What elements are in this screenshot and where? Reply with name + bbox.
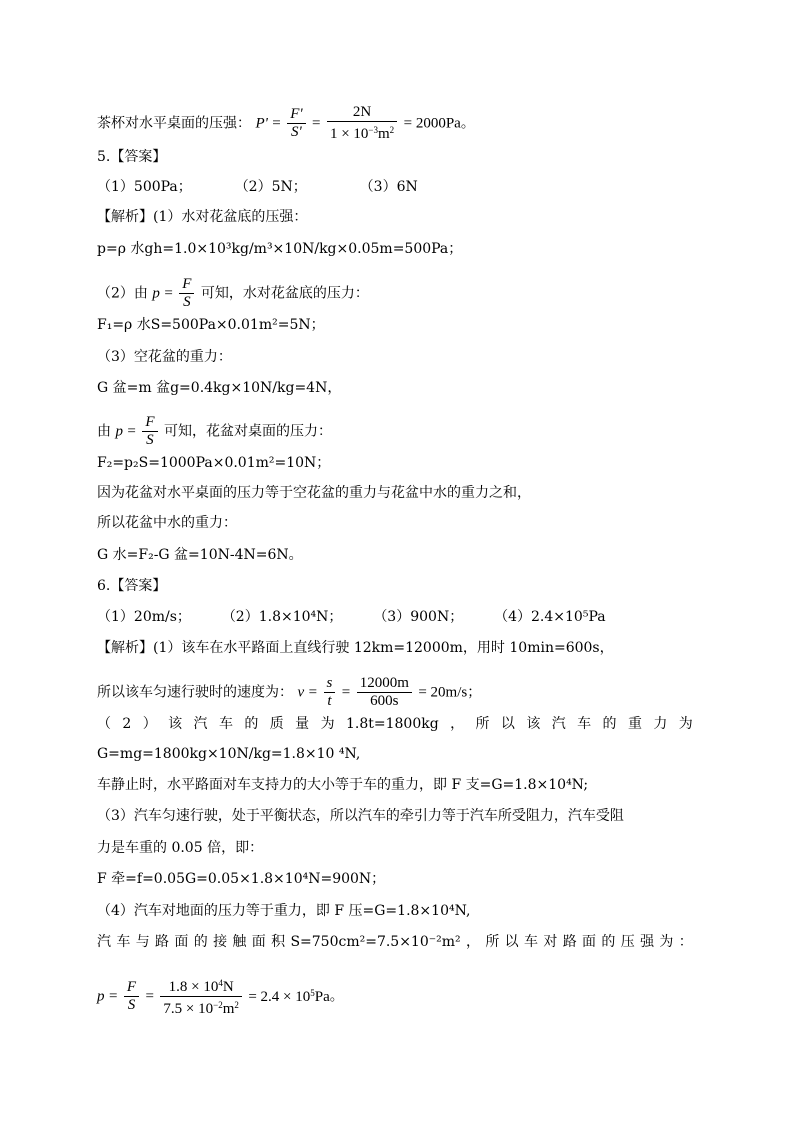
equals-sign: = — [272, 115, 281, 132]
var-p: p — [97, 988, 105, 1005]
q6-mass-line — [97, 714, 693, 734]
area-word: 触 — [232, 934, 247, 950]
equals-sign: = — [145, 988, 154, 1005]
q5-G-water: G 水=F₂-G 盆=10N-4N=6N。 — [97, 547, 303, 563]
var-p: p — [152, 285, 160, 302]
mass-word: 2 — [122, 716, 132, 732]
teacup-end: 。 — [460, 115, 475, 132]
pressure-fraction-symbols — [124, 979, 139, 1014]
q6-speed-prefix: 所以该车匀速行驶时的速度为： — [97, 684, 293, 701]
mass-word: 车 — [577, 716, 592, 732]
area-word: 所 — [485, 934, 500, 950]
q5-step2 — [97, 276, 369, 311]
q5-answers — [97, 177, 418, 197]
mass-word: ， — [450, 716, 465, 732]
mass-word: 为 — [678, 716, 693, 732]
q5-answer-1: （1）500Pa； — [97, 179, 192, 195]
area-word: 的 — [193, 934, 208, 950]
frac-num-F: F — [182, 276, 192, 292]
pressure-fraction-values — [160, 975, 241, 1018]
speed-frac-den: 600s — [357, 692, 412, 710]
mass-word: 以 — [500, 716, 515, 732]
area-word: ， — [465, 934, 480, 950]
mass-word: 重 — [627, 716, 642, 732]
mass-word: 的 — [602, 716, 617, 732]
teacup-frac-den: S' — [287, 123, 305, 141]
teacup-value-den: $1 \times 10^{-3}m^2$ — [327, 121, 397, 143]
equals-sign: = — [308, 684, 318, 701]
q5-step3b-suffix: 可知，花盆对桌面的压力： — [163, 423, 332, 440]
q5-heading: 5.【答案】 — [97, 149, 167, 165]
area-word: 为 — [659, 934, 674, 950]
area-word: 积 — [271, 934, 286, 950]
area-word: 车 — [524, 934, 539, 950]
q6-F-pull: F 牵=f=0.05G=0.05×1.8×10⁴N=900N； — [97, 871, 386, 887]
frac-num-F: F — [145, 414, 155, 430]
q5-step3b-prefix: 由 — [97, 423, 111, 440]
mass-word: （ — [97, 716, 111, 732]
q6-speed-end: ； — [467, 684, 482, 701]
teacup-pressure-line — [97, 104, 475, 143]
speed-frac-num: 12000m — [359, 675, 409, 691]
q5-answer-2: （2）5N； — [234, 179, 307, 195]
q6-speed-line — [97, 675, 481, 710]
q5-G-pot: G 盆=m 盆g=0.4kg×10N/kg=4N， — [97, 380, 342, 396]
area-word: S=750cm²=7.5×10⁻²m² — [290, 934, 461, 950]
var-v: v — [297, 684, 305, 701]
q6-answer-2: （2）1.8×10⁴N； — [221, 609, 343, 625]
area-word: 路 — [562, 934, 577, 950]
q6-answer-1: （1）20m/s； — [97, 609, 191, 625]
q6-analysis: 【解析】(1）该车在水平路面上直线行驶 12km=12000m，用时 10min=600s， — [97, 640, 614, 656]
q6-G: G=mg=1800kg×10N/kg=1.8×10 ⁴N, — [97, 746, 361, 762]
mass-word: 所 — [475, 716, 490, 732]
q5-step2-prefix: （2）由 — [97, 285, 148, 302]
q5-F2: F₂=p₂S=1000Pa×0.01m²=10N； — [97, 455, 331, 471]
area-word: 以 — [504, 934, 519, 950]
area-word: 面 — [582, 934, 597, 950]
frac-den-t: t — [324, 692, 336, 710]
mass-word: 该 — [526, 716, 541, 732]
formula-p-fraction — [179, 276, 194, 311]
area-word: 面 — [251, 934, 266, 950]
area-word: 面 — [174, 934, 189, 950]
frac-den-S: S — [124, 996, 139, 1014]
q5-analysis: 【解析】(1）水对花盆底的压强： — [97, 209, 308, 225]
q6-pressure-result: = $2.4 \times 10^5Pa$ — [248, 987, 330, 1005]
equals-sign: = — [341, 684, 351, 701]
q6-step3b: 力是车重的 0.05 倍，即： — [97, 840, 264, 856]
area-word: 路 — [155, 934, 170, 950]
frac-num-F: F — [126, 979, 137, 995]
formula-p-fraction — [142, 414, 157, 449]
teacup-prefix: 茶杯对水平桌面的压强： — [97, 115, 251, 132]
area-word: 对 — [543, 934, 558, 950]
mass-word: 汽 — [193, 716, 208, 732]
speed-fraction-symbols — [324, 675, 336, 710]
equals-sign: = — [127, 423, 136, 440]
mass-word: 的 — [244, 716, 259, 732]
q6-pressure-line — [97, 975, 344, 1018]
q5-because: 因为花盆对水平桌面的压力等于空花盆的重力与花盆中水的重力之和， — [97, 485, 531, 501]
q5-pressure-formula: p=ρ 水gh=1.0×10³kg/m³×10N/kg×0.05m=500Pa； — [97, 241, 463, 257]
area-word: 接 — [213, 934, 228, 950]
q5-step3: （3）空花盆的重力： — [97, 349, 232, 365]
mass-word: ） — [142, 716, 157, 732]
area-word: 的 — [601, 934, 616, 950]
teacup-value-num: 2N — [352, 104, 372, 120]
q6-answers — [97, 607, 606, 627]
area-word: 压 — [620, 934, 635, 950]
frac-den-S: S — [179, 293, 194, 311]
area-word: 车 — [116, 934, 131, 950]
frac-den-S: S — [142, 431, 157, 449]
pressure-frac-den: $7.5 \times 10^{-2}m^2$ — [160, 996, 241, 1018]
q5-step2-suffix: 可知，水对花盆底的压力： — [200, 285, 369, 302]
q6-pressure-end: 。 — [329, 988, 344, 1005]
mass-word: 汽 — [551, 716, 566, 732]
teacup-frac-num: F' — [290, 106, 303, 122]
mass-word: 车 — [218, 716, 233, 732]
q6-speed-result: = 20m/s — [418, 684, 468, 701]
mass-word: 1.8t=1800kg — [345, 716, 439, 732]
speed-fraction-values — [357, 675, 412, 710]
q6-answer-3: （3）900N； — [373, 609, 464, 625]
q5-answer-3: （3）6N — [359, 179, 418, 195]
pressure-frac-num: $1.8 \times 10^4N$ — [168, 978, 234, 995]
q6-heading: 6.【答案】 — [97, 578, 167, 594]
q6-step4: （4）汽车对地面的压力等于重力，即 F 压=G=1.8×10⁴N, — [97, 903, 471, 919]
mass-word: 力 — [653, 716, 668, 732]
q5-F1: F₁=ρ 水S=500Pa×0.01m²=5N； — [97, 317, 325, 333]
equals-sign: = — [164, 285, 173, 302]
mass-word: 质 — [269, 716, 284, 732]
teacup-fraction-fs — [287, 106, 305, 141]
mass-word: 量 — [295, 716, 310, 732]
area-word: 汽 — [97, 934, 111, 950]
q6-answer-4: （4）2.4×10⁵Pa — [494, 609, 606, 625]
teacup-fraction-values — [327, 104, 397, 143]
q6-area-line — [97, 932, 693, 952]
q6-step3a: （3）汽车匀速行驶，处于平衡状态，所以汽车的牵引力等于汽车所受阻力，汽车受阻 — [97, 808, 624, 824]
var-p: p — [115, 423, 123, 440]
equals-sign: = — [312, 115, 321, 132]
area-word: 与 — [135, 934, 150, 950]
mass-word: 该 — [168, 716, 183, 732]
frac-num-s: s — [326, 675, 333, 691]
q6-support: 车静止时，水平路面对车支持力的大小等于车的重力，即 F 支=G=1.8×10⁴N; — [97, 777, 589, 793]
equals-sign: = — [108, 988, 118, 1005]
q5-step3b — [97, 414, 332, 449]
teacup-var: P' — [255, 115, 268, 132]
q5-so: 所以花盆中水的重力： — [97, 515, 237, 531]
area-word: 强 — [640, 934, 655, 950]
teacup-result: = 2000Pa — [403, 115, 461, 132]
mass-word: 为 — [320, 716, 335, 732]
area-word: ： — [678, 934, 693, 950]
